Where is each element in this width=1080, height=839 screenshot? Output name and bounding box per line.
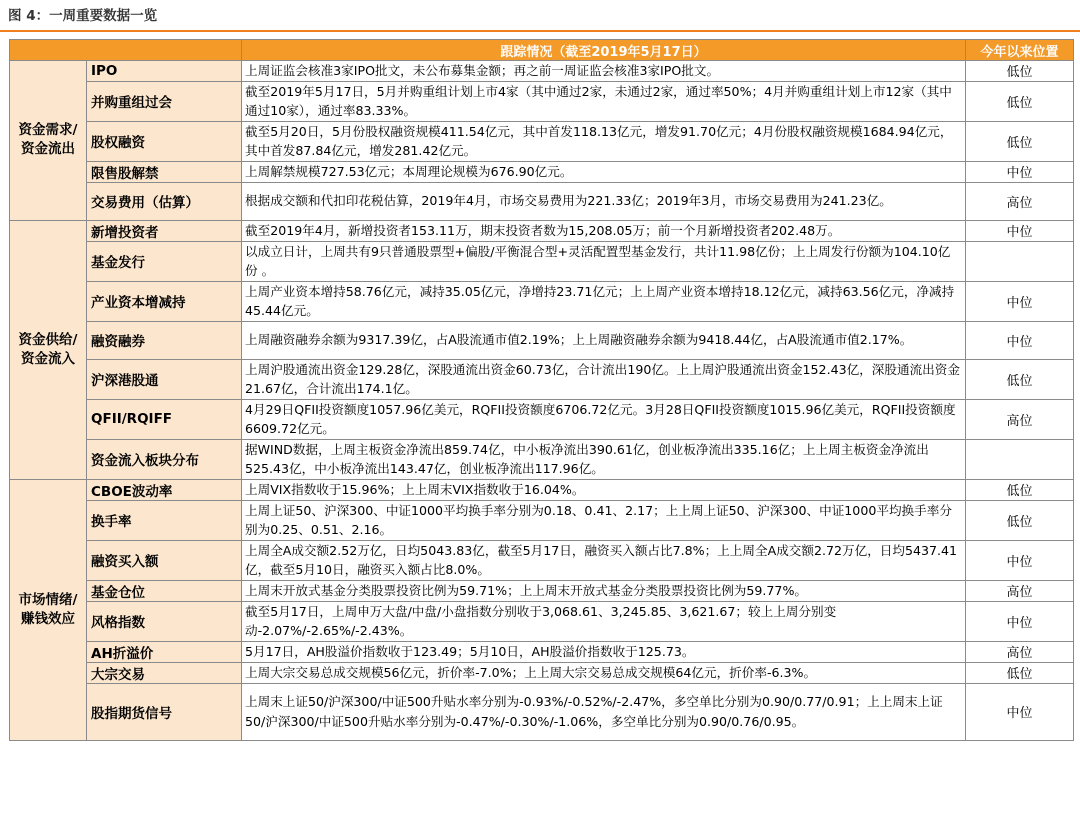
ytd-position: 低位: [966, 121, 1074, 161]
item-name: 交易费用（估算）: [87, 182, 242, 220]
ytd-position: [966, 439, 1074, 479]
item-name: CBOE波动率: [87, 479, 242, 500]
table-row: [10, 601, 1074, 641]
tracking-description: 上周证监会核准3家IPO批文，未公布募集金额；再之前一周证监会核准3家IPO批文。: [242, 61, 966, 82]
item-name: 股指期货信号: [87, 683, 242, 740]
item-name: 沪深港股通: [87, 359, 242, 399]
table-row: [10, 540, 1074, 580]
ytd-position: 中位: [966, 281, 1074, 321]
table-row: [10, 399, 1074, 439]
ytd-position: 高位: [966, 399, 1074, 439]
table-row: [10, 641, 1074, 662]
title-divider: [0, 30, 1080, 32]
tracking-description: 上周解禁规模727.53亿元；本周理论规模为676.90亿元。: [242, 161, 966, 182]
table-row: [10, 321, 1074, 359]
header-blank-cell: [10, 40, 242, 61]
header-desc: 跟踪情况（截至2019年5月17日）: [242, 40, 966, 61]
tracking-description: 上周大宗交易总成交规模56亿元，折价率-7.0%；上上周大宗交易总成交规模64亿元，折价率-6.3%。: [242, 662, 966, 683]
tracking-description: 根据成交额和代扣印花税估算，2019年4月，市场交易费用为221.33亿；2019年3月，市场交易费用为241.23亿。: [242, 182, 966, 220]
ytd-position: 中位: [966, 321, 1074, 359]
category-capital-supply: 资金供给/资金流入: [10, 220, 87, 479]
ytd-position: 高位: [966, 580, 1074, 601]
table-row: [10, 479, 1074, 500]
category-capital-demand: 资金需求/资金流出: [10, 61, 87, 221]
ytd-position: 中位: [966, 683, 1074, 740]
figure-title: 图 4：一周重要数据一览: [8, 8, 158, 24]
item-name: 融资买入额: [87, 540, 242, 580]
item-name: 限售股解禁: [87, 161, 242, 182]
tracking-description: 5月17日，AH股溢价指数收于123.49；5月10日，AH股溢价指数收于125.73。: [242, 641, 966, 662]
ytd-position: 低位: [966, 662, 1074, 683]
table-row: [10, 182, 1074, 220]
table-row: [10, 81, 1074, 121]
item-name: 产业资本增减持: [87, 281, 242, 321]
table-row: [10, 61, 1074, 82]
tracking-description: 上周全A成交额2.52万亿，日均5043.83亿，截至5月17日，融资买入额占比7.8%；上上周全A成交额2.72万亿，日均5437.41亿，截至5月10日，融资买入额占比8.0%。: [242, 540, 966, 580]
tracking-description: 截至5月20日，5月份股权融资规模411.54亿元，其中首发118.13亿元，增发91.70亿元；4月份股权融资规模1684.94亿元，其中首发87.84亿元，增发281.42亿元。: [242, 121, 966, 161]
table-row: [10, 281, 1074, 321]
table-body: [10, 61, 1074, 741]
tracking-description: 上周上证50、沪深300、中证1000平均换手率分别为0.18、0.41、2.17；上上周上证50、沪深300、中证1000平均换手率分别为0.25、0.51、2.16。: [242, 500, 966, 540]
table-row: [10, 161, 1074, 182]
item-name: 大宗交易: [87, 662, 242, 683]
item-name: 并购重组过会: [87, 81, 242, 121]
item-name: 换手率: [87, 500, 242, 540]
ytd-position: 低位: [966, 500, 1074, 540]
table-row: [10, 439, 1074, 479]
header-position: 今年以来位置: [966, 40, 1074, 61]
ytd-position: 低位: [966, 81, 1074, 121]
tracking-description: 据WIND数据，上周主板资金净流出859.74亿，中小板净流出390.61亿，创业板净流出335.16亿；上上周主板资金净流出525.43亿，中小板净流出143.47亿，创业板净流出117.96亿。: [242, 439, 966, 479]
table-row: [10, 359, 1074, 399]
ytd-position: 低位: [966, 479, 1074, 500]
data-table: [9, 39, 1074, 741]
ytd-position: 中位: [966, 161, 1074, 182]
table-header-row: [10, 40, 1074, 61]
tracking-description: 4月29日QFII投资额度1057.96亿美元，RQFII投资额度6706.72亿元。3月28日QFII投资额度1015.96亿美元，RQFII投资额度6609.72亿元。: [242, 399, 966, 439]
ytd-position: 中位: [966, 601, 1074, 641]
ytd-position: 高位: [966, 641, 1074, 662]
item-name: 融资融券: [87, 321, 242, 359]
tracking-description: 上周产业资本增持58.76亿元，减持35.05亿元，净增持23.71亿元；上上周产业资本增持18.12亿元，减持63.56亿元，净减持45.44亿元。: [242, 281, 966, 321]
tracking-description: 上周融资融券余额为9317.39亿，占A股流通市值2.19%；上上周融资融券余额为9418.44亿，占A股流通市值2.17%。: [242, 321, 966, 359]
item-name: AH折溢价: [87, 641, 242, 662]
tracking-description: 上周沪股通流出资金129.28亿，深股通流出资金60.73亿，合计流出190亿。上上周沪股通流出资金152.43亿，深股通流出资金21.67亿，合计流出174.1亿。: [242, 359, 966, 399]
item-name: 资金流入板块分布: [87, 439, 242, 479]
table-row: [10, 220, 1074, 241]
item-name: 股权融资: [87, 121, 242, 161]
tracking-description: 上周VIX指数收于15.96%；上上周末VIX指数收于16.04%。: [242, 479, 966, 500]
tracking-description: 上周末开放式基金分类股票投资比例为59.71%；上上周末开放式基金分类股票投资比例为59.77%。: [242, 580, 966, 601]
item-name: 基金发行: [87, 241, 242, 281]
item-name: 基金仓位: [87, 580, 242, 601]
table-row: [10, 121, 1074, 161]
item-name: IPO: [87, 61, 242, 82]
tracking-description: 以成立日计，上周共有9只普通股票型+偏股/平衡混合型+灵活配置型基金发行，共计11.98亿份；上上周发行份额为104.10亿份 。: [242, 241, 966, 281]
category-market-sentiment: 市场情绪/赚钱效应: [10, 479, 87, 740]
tracking-description: 截至2019年5月17日，5月并购重组计划上市4家（其中通过2家，未通过2家，通过率50%；4月并购重组计划上市12家（其中通过10家），通过率83.33%。: [242, 81, 966, 121]
ytd-position: 中位: [966, 220, 1074, 241]
ytd-position: 高位: [966, 182, 1074, 220]
item-name: QFII/RQIFF: [87, 399, 242, 439]
ytd-position: [966, 241, 1074, 281]
item-name: 新增投资者: [87, 220, 242, 241]
ytd-position: 低位: [966, 61, 1074, 82]
tracking-description: 上周末上证50/沪深300/中证500升贴水率分别为-0.93%/-0.52%/-2.47%，多空单比分别为0.90/0.77/0.91；上上周末上证50/沪深300/中证500升贴水率分别为-0.47%/-0.30%/-1.06%，多空单比分别为0.90/0.76/0.95。: [242, 683, 966, 740]
table-row: [10, 500, 1074, 540]
table-row: [10, 241, 1074, 281]
table-row: [10, 683, 1074, 740]
tracking-description: 截至2019年4月，新增投资者153.11万，期末投资者数为15,208.05万；前一个月新增投资者202.48万。: [242, 220, 966, 241]
tracking-description: 截至5月17日，上周申万大盘/中盘/小盘指数分别收于3,068.61、3,245.85、3,621.67；较上上周分别变动-2.07%/-2.65%/-2.43%。: [242, 601, 966, 641]
item-name: 风格指数: [87, 601, 242, 641]
ytd-position: 低位: [966, 359, 1074, 399]
table-row: [10, 662, 1074, 683]
table-row: [10, 580, 1074, 601]
ytd-position: 中位: [966, 540, 1074, 580]
